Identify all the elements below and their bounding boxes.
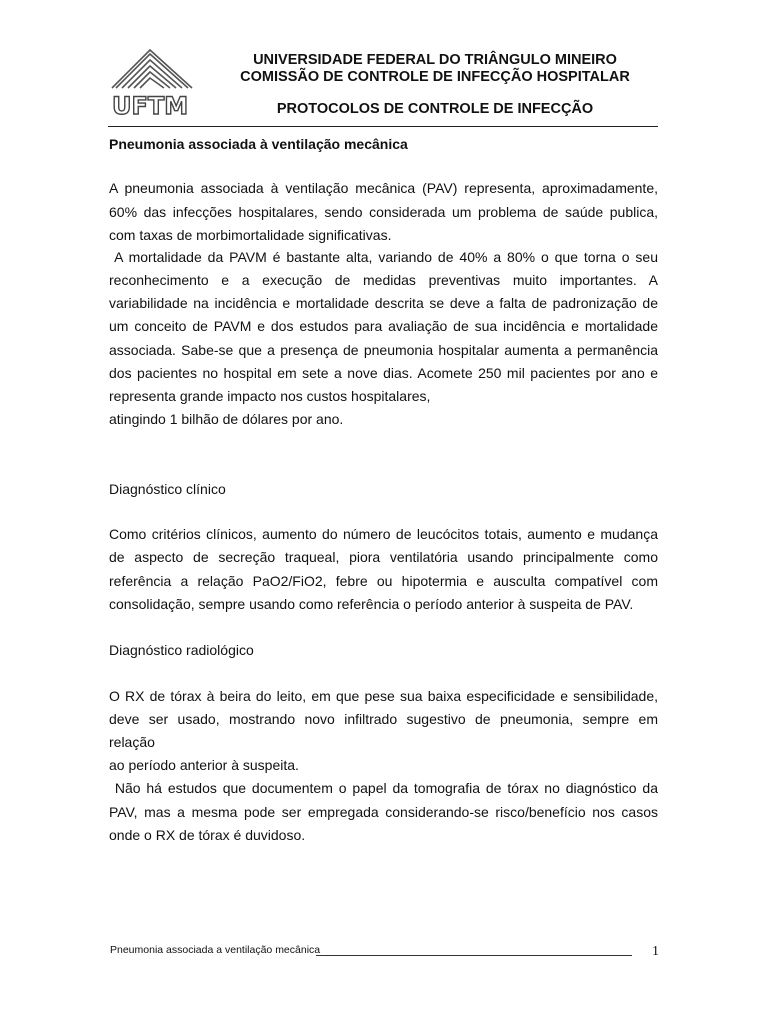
radiological-line-5: Não há estudos que documentem o papel da tomografia de tórax no diagnóstico da bbox=[109, 780, 658, 796]
intro-line-9: dos pacientes no hospital em sete a nove dias. Acomete 250 mil pacientes por ano e bbox=[109, 365, 658, 381]
radiological-line-1: O RX de tórax à beira do leito, em que pese sua baixa especificidade e sensibilidade, bbox=[109, 688, 658, 704]
clinical-line-2: de aspecto de secreção traqueal, piora ventilatória usando principalmente como bbox=[109, 549, 658, 565]
intro-line-10: representa grande impacto nos custos hospitalares, bbox=[109, 388, 431, 404]
clinical-heading: Diagnóstico clínico bbox=[109, 481, 226, 497]
intro-line-5: reconhecimento e a execução de medidas preventivas muito importantes. A bbox=[109, 272, 658, 288]
page-title: Pneumonia associada à ventilação mecânica bbox=[109, 136, 408, 152]
intro-line-4: A mortalidade da PAVM é bastante alta, variando de 40% a 80% o que torna o seu bbox=[109, 249, 658, 265]
university-name: UNIVERSIDADE FEDERAL DO TRIÂNGULO MINEIRO bbox=[253, 52, 617, 68]
radiological-line-7: onde o RX de tórax é duvidoso. bbox=[109, 827, 306, 843]
commission-name: COMISSÃO DE CONTROLE DE INFECÇÃO HOSPITALAR bbox=[240, 69, 630, 85]
intro-line-7: um conceito de PAVM e dos estudos para avaliação de sua incidência e mortalidade bbox=[109, 318, 658, 334]
intro-line-11: atingindo 1 bilhão de dólares por ano. bbox=[109, 411, 344, 427]
clinical-line-3: referência a relação PaO2/FiO2, febre ou hipotermia e ausculta compatível com bbox=[109, 573, 658, 589]
logo-text: UFTM bbox=[112, 92, 189, 120]
intro-line-3: com taxas de morbimortalidade significativas. bbox=[109, 227, 392, 243]
footer-title: Pneumonia associada a ventilação mecânica bbox=[110, 944, 321, 956]
clinical-line-1: Como critérios clínicos, aumento do número de leucócitos totais, aumento e mudança bbox=[109, 526, 658, 542]
page-number: 1 bbox=[652, 944, 659, 959]
radiological-line-6: PAV, mas a mesma pode ser empregada considerando-se risco/benefício nos casos bbox=[109, 804, 658, 820]
intro-line-2: 60% das infecções hospitalares, sendo considerada um problema de saúde publica, bbox=[109, 204, 658, 220]
intro-line-8: associada. Sabe-se que a presença de pneumonia hospitalar aumenta a permanência bbox=[109, 342, 658, 358]
radiological-line-3: relação bbox=[109, 734, 155, 750]
protocols-title: PROTOCOLOS DE CONTROLE DE INFECÇÃO bbox=[276, 101, 594, 117]
radiological-heading: Diagnóstico radiológico bbox=[109, 642, 254, 658]
intro-line-6: variabilidade na incidência e mortalidade descrita se deve a falta de padronização de bbox=[109, 295, 658, 311]
clinical-line-4: consolidação, sempre usando como referência o período anterior à suspeita de PAV. bbox=[109, 596, 634, 612]
header-divider bbox=[108, 126, 658, 127]
radiological-line-4: ao período anterior à suspeita. bbox=[109, 757, 299, 773]
intro-line-1: A pneumonia associada à ventilação mecânica (PAV) representa, aproximadamente, bbox=[109, 180, 658, 196]
footer-divider bbox=[316, 955, 632, 956]
radiological-line-2: deve ser usado, mostrando novo infiltrado sugestivo de pneumonia, sempre em bbox=[109, 711, 658, 727]
